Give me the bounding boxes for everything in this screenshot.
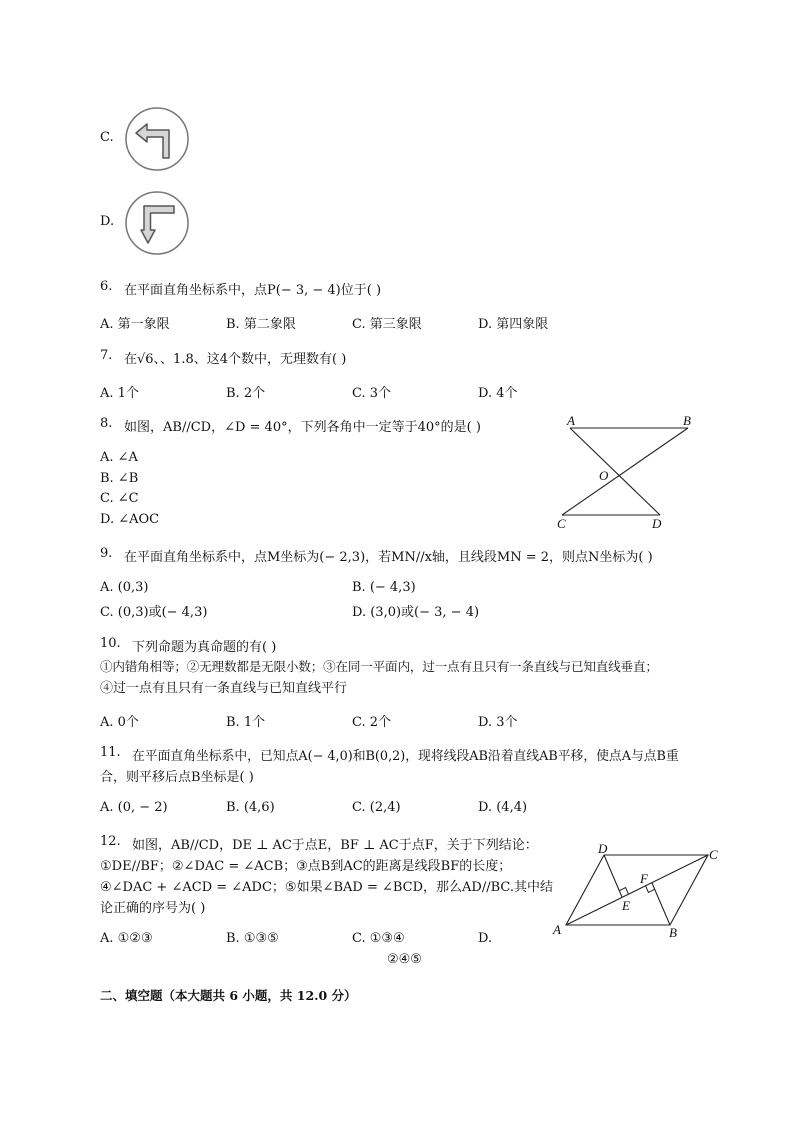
q8-label-a: A bbox=[567, 413, 575, 428]
q7-option-a: A. 1个 bbox=[100, 386, 139, 401]
q11-option-d: D. (4,4) bbox=[478, 800, 528, 815]
q12-label-f: F bbox=[640, 871, 648, 886]
q12-label-e: E bbox=[622, 898, 630, 913]
q12-option-d: D. bbox=[478, 931, 493, 946]
q8-number: 8. bbox=[100, 416, 113, 431]
q12-label-a: A bbox=[553, 922, 561, 937]
q10-option-c: C. 2个 bbox=[352, 715, 392, 730]
q12-label-c: C bbox=[709, 847, 718, 862]
q9-option-d: D. (3,0)或(− 3, − 4) bbox=[352, 605, 480, 620]
q8-option-b: B. ∠B bbox=[100, 471, 139, 486]
q6-option-c: C. 第三象限 bbox=[352, 317, 422, 332]
q8-label-d: D bbox=[652, 516, 662, 531]
q12-number: 12. bbox=[100, 834, 121, 849]
q11-stem-line2: 合，则平移后点B坐标是( ) bbox=[100, 770, 254, 785]
q6-option-b: B. 第二象限 bbox=[226, 317, 296, 332]
q8-label-c: C bbox=[557, 516, 566, 531]
q11-number: 11. bbox=[100, 745, 121, 760]
q12-segment-de bbox=[604, 855, 622, 897]
q12-label-b: B bbox=[669, 925, 677, 940]
q8-segment-bc bbox=[562, 428, 688, 515]
q12-conclusions-line1: ①DE//BF；②∠DAC = ∠ACB；③点B到AC的距离是线段BF的长度； bbox=[100, 859, 512, 874]
q8-figure bbox=[548, 408, 708, 540]
q9-option-a: A. (0,3) bbox=[100, 580, 149, 595]
q11-stem: 在平面直角坐标系中，已知点A(− 4,0)和B(0,2)，现将线段AB沿着直线AB平移，使点A与点B重 bbox=[132, 749, 679, 764]
q9-option-b: B. (− 4,3) bbox=[352, 580, 416, 595]
q5-option-c-sign bbox=[124, 106, 190, 176]
q12-option-c: C. ①③④ bbox=[352, 931, 405, 946]
q6-number: 6. bbox=[100, 279, 113, 294]
turn-left-arrow-icon bbox=[124, 106, 190, 172]
q12-segment-bf bbox=[652, 883, 670, 925]
q10-statements-line1: ①内错角相等；②无理数都是无限小数；③在同一平面内，过一点有且只有一条直线与已知直线垂直； bbox=[100, 659, 658, 674]
q8-label-b: B bbox=[683, 413, 691, 428]
q9-stem: 在平面直角坐标系中，点M坐标为(− 2,3)，若MN//x轴，且线段MN = 2，则点N坐标为( ) bbox=[124, 550, 653, 565]
section-2-title: 二、填空题（本大题共 6 小题，共 12.0 分） bbox=[100, 988, 357, 1003]
turn-down-arrow-icon bbox=[124, 190, 190, 256]
q11-option-a: A. (0, − 2) bbox=[100, 800, 168, 815]
q10-stem: 下列命题为真命题的有( ) bbox=[132, 640, 277, 655]
q12-conclusions-line3: 论正确的序号为( ) bbox=[100, 901, 206, 916]
q5-option-c-label: C. bbox=[100, 130, 114, 145]
q7-number: 7. bbox=[100, 348, 113, 363]
q11-option-b: B. (4,6) bbox=[226, 800, 275, 815]
q6-option-a: A. 第一象限 bbox=[100, 317, 170, 332]
q6-option-d: D. 第四象限 bbox=[478, 317, 549, 332]
q8-label-o: O bbox=[599, 468, 609, 483]
q7-option-c: C. 3个 bbox=[352, 386, 392, 401]
q10-number: 10. bbox=[100, 636, 121, 651]
q7-stem: 在√6、、1.8、这4个数中，无理数有( ) bbox=[124, 352, 347, 367]
q12-option-a: A. ①②③ bbox=[100, 931, 153, 946]
q12-diagonal-ac bbox=[566, 855, 708, 925]
q9-option-c: C. (0,3)或(− 4,3) bbox=[100, 605, 208, 620]
q10-statements-line2: ④过一点有且只有一条直线与已知直线平行 bbox=[100, 681, 348, 696]
q12-stem: 如图，AB//CD，DE ⊥ AC于点E，BF ⊥ AC于点F，关于下列结论： bbox=[132, 838, 538, 853]
q8-option-d: D. ∠AOC bbox=[100, 512, 160, 527]
q8-stem: 如图，AB//CD，∠D = 40°，下列各角中一定等于40°的是( ) bbox=[124, 420, 481, 435]
q12-option-b: B. ①③⑤ bbox=[226, 931, 279, 946]
q8-segment-ad bbox=[570, 428, 660, 515]
q12-label-d: D bbox=[598, 841, 608, 856]
q10-option-b: B. 1个 bbox=[226, 715, 266, 730]
q10-option-d: D. 3个 bbox=[478, 715, 518, 730]
q9-number: 9. bbox=[100, 546, 113, 561]
q5-option-d-sign bbox=[124, 190, 190, 260]
q6-stem: 在平面直角坐标系中，点P(− 3, − 4)位于( ) bbox=[124, 283, 382, 298]
q12-option-d-wrap: ②④⑤ bbox=[387, 952, 422, 967]
q11-option-c: C. (2,4) bbox=[352, 800, 401, 815]
q8-option-a: A. ∠A bbox=[100, 450, 138, 465]
q7-option-d: D. 4个 bbox=[478, 386, 518, 401]
q5-option-d-label: D. bbox=[100, 214, 115, 229]
q12-conclusions-line2: ④∠DAC + ∠ACD = ∠ADC；⑤如果∠BAD = ∠BCD，那么AD//BC.其中结 bbox=[100, 880, 554, 895]
q12-figure bbox=[548, 838, 728, 948]
q8-option-c: C. ∠C bbox=[100, 491, 139, 506]
q7-option-b: B. 2个 bbox=[226, 386, 266, 401]
q10-option-a: A. 0个 bbox=[100, 715, 139, 730]
